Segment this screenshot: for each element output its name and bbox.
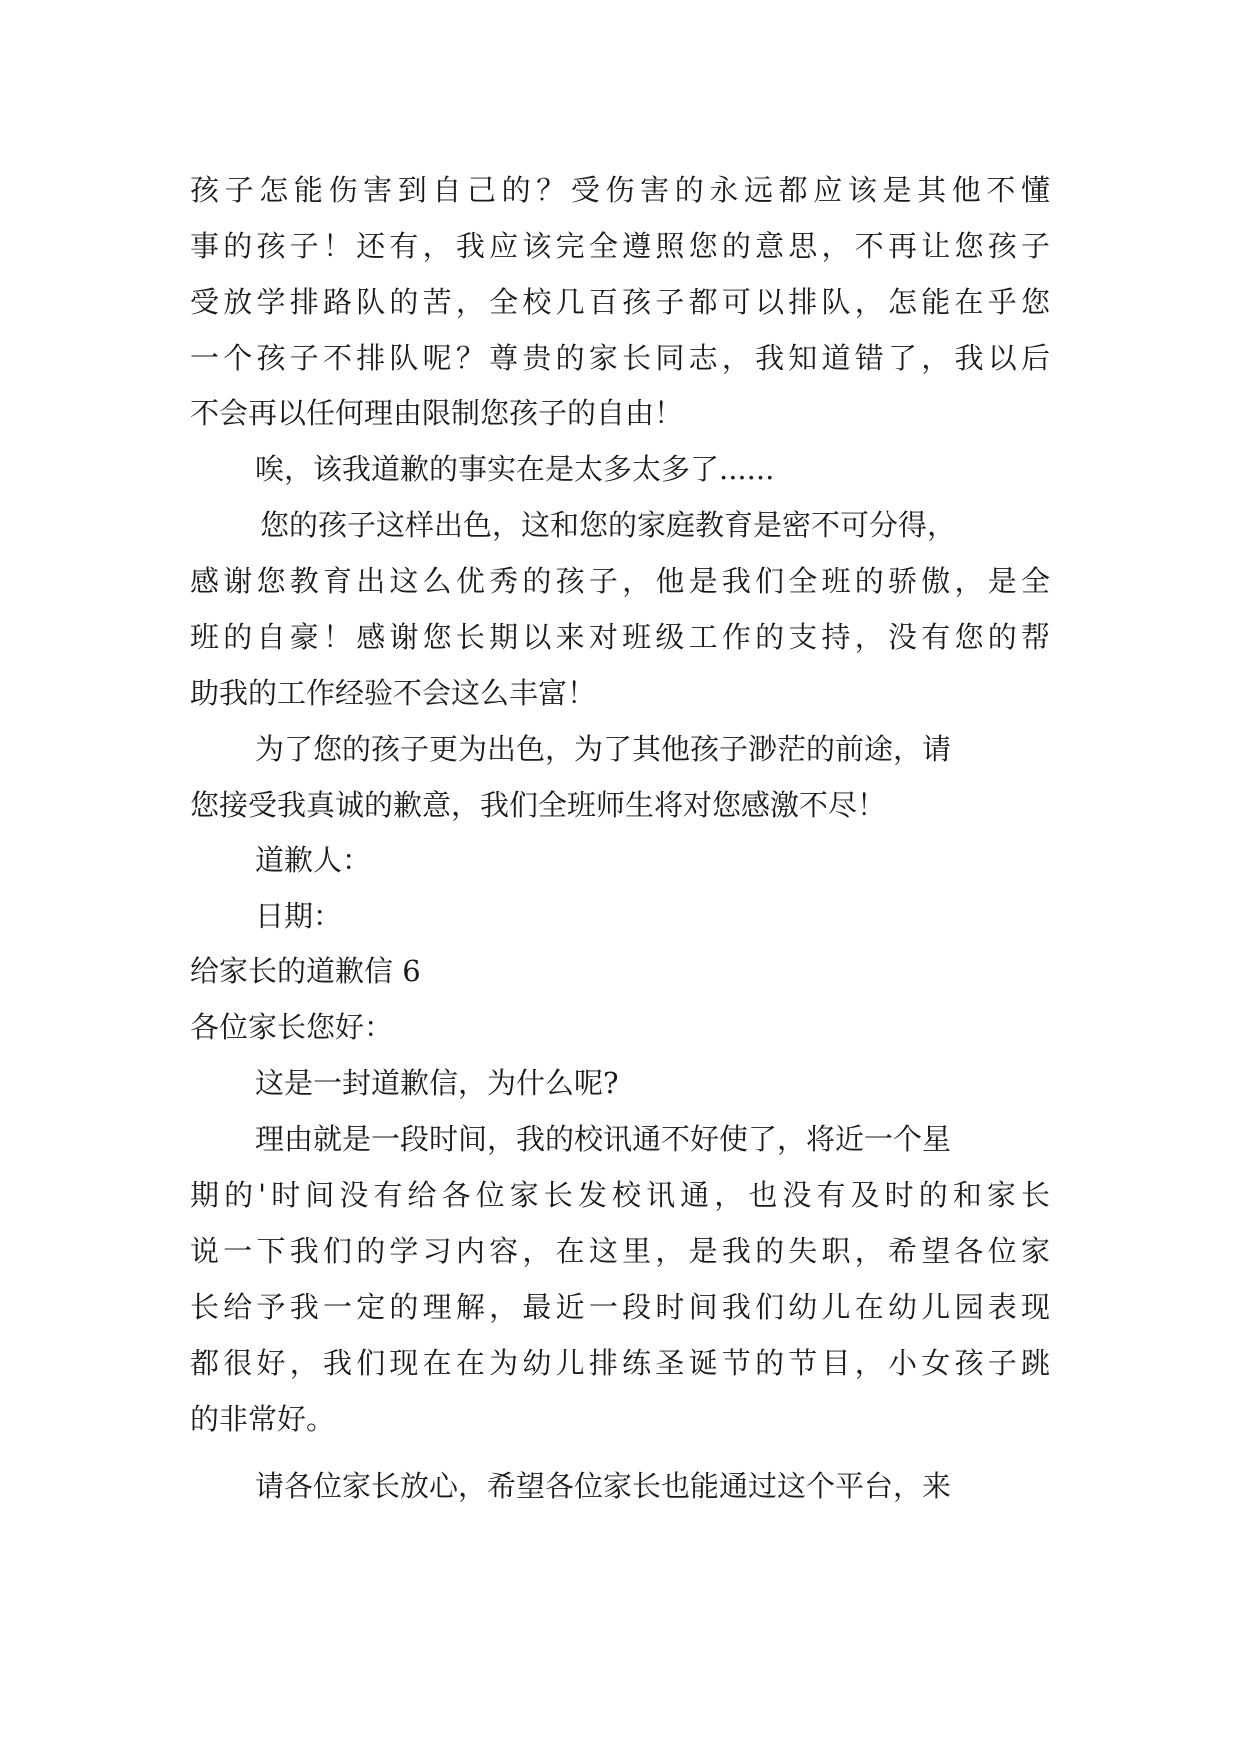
body-text-line: 长给予我一定的理解，最近一段时间我们幼儿在幼儿园表现 bbox=[190, 1290, 1050, 1324]
body-text-line: 说一下我们的学习内容，在这里，是我的失职，希望各位家 bbox=[190, 1234, 1050, 1268]
body-text-line: 感谢您教育出这么优秀的孩子，他是我们全班的骄傲，是全 bbox=[190, 564, 1050, 598]
body-text-line: 的非常好。 bbox=[190, 1402, 336, 1436]
body-text-line: 都很好，我们现在在为幼儿排练圣诞节的节目，小女孩子跳 bbox=[190, 1346, 1050, 1380]
body-text-line: 班的自豪！感谢您长期以来对班级工作的支持，没有您的帮 bbox=[190, 620, 1050, 654]
body-text-line: 孩子怎能伤害到自己的？受伤害的永远都应该是其他不懂 bbox=[190, 173, 1050, 207]
body-text-line: 请各位家长放心，希望各位家长也能通过这个平台，来 bbox=[255, 1469, 952, 1503]
body-text-line: 您接受我真诚的歉意，我们全班师生将对您感激不尽！ bbox=[190, 788, 887, 822]
body-text-line: 您的孩子这样出色，这和您的家庭教育是密不可分得， bbox=[260, 508, 957, 542]
letter-heading: 给家长的道歉信 6 bbox=[190, 954, 421, 988]
body-text-line: 为了您的孩子更为出色，为了其他孩子渺茫的前途，请 bbox=[255, 732, 952, 766]
date-label: 日期： bbox=[255, 899, 343, 933]
body-text-line: 唉，该我道歉的事实在是太多太多了...... bbox=[255, 452, 775, 486]
body-text-line: 受放学排路队的苦，全校几百孩子都可以排队，怎能在乎您 bbox=[190, 285, 1050, 319]
body-text-line: 助我的工作经验不会这么丰富！ bbox=[190, 676, 597, 710]
body-text-line: 一个孩子不排队呢？尊贵的家长同志，我知道错了，我以后 bbox=[190, 341, 1050, 375]
body-text-line: 不会再以任何理由限制您孩子的自由！ bbox=[190, 396, 684, 430]
body-text-line: 这是一封道歉信，为什么呢? bbox=[255, 1066, 619, 1100]
body-text-line: 理由就是一段时间，我的校讯通不好使了，将近一个星 bbox=[255, 1122, 952, 1156]
body-text-line: 期的'时间没有给各位家长发校讯通，也没有及时的和家长 bbox=[190, 1178, 1050, 1212]
signature-label: 道歉人： bbox=[255, 843, 372, 877]
body-text-line: 事的孩子！还有，我应该完全遵照您的意思，不再让您孩子 bbox=[190, 229, 1050, 263]
salutation: 各位家长您好： bbox=[190, 1010, 394, 1044]
